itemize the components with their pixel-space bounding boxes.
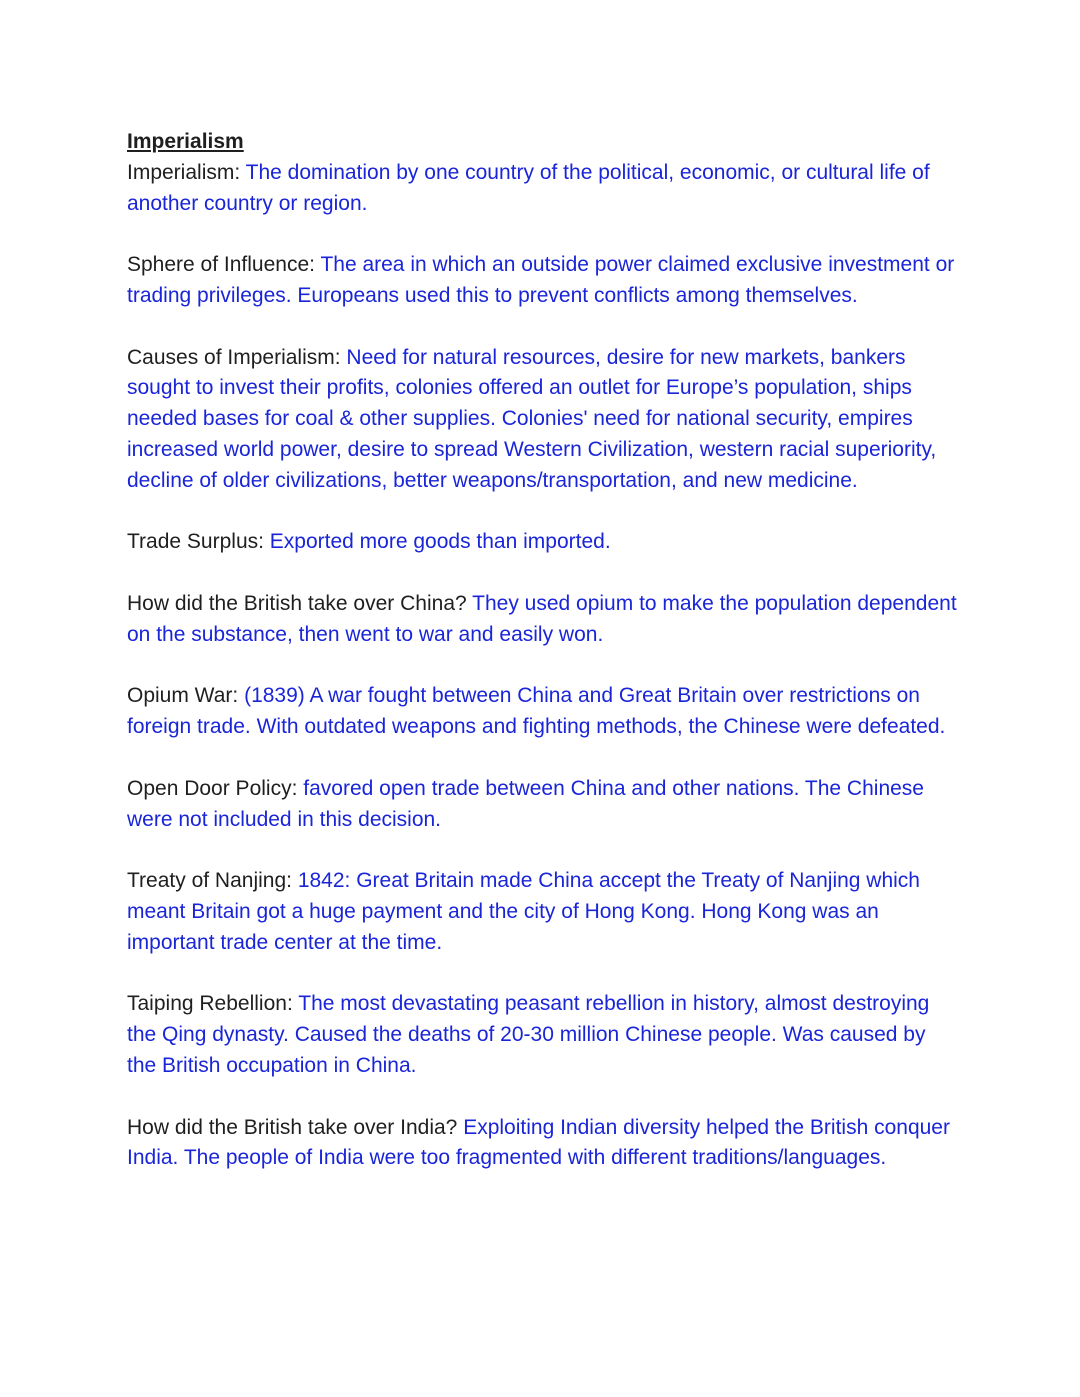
entry-term: How did the British take over China? [127,591,467,615]
entry-british-china [127,589,957,651]
entry-definition: (1839) A war fought between China and Great Britain over restrictions on foreign trade. With outdated weapons and fighting methods, the Chinese were defeated. [127,684,946,739]
document-title: Imperialism [127,130,244,153]
entry-term: Opium War: [127,684,239,708]
document-body [127,127,957,1205]
entry-trade-surplus [127,527,957,558]
entry-term: Imperialism: [127,160,241,184]
entry-british-india [127,1113,957,1175]
entry-definition: The area in which an outside power claimed exclusive investment or trading privileges. Europeans used this to prevent conflicts among themselves. [127,253,955,307]
entry-definition: favored open trade between China and other nations. The Chinese were not included in this decision. [127,776,924,831]
entry-term: Taiping Rebellion: [127,992,293,1016]
entry-treaty-of-nanjing [127,866,957,958]
entry-term: How did the British take over India? [127,1115,458,1139]
entry-term: Open Door Policy: [127,776,298,800]
entry-definition: The most devastating peasant rebellion in history, almost destroying the Qing dynasty. Caused the deaths of 20-30 million Chinese people. Was caused by the British occupation in China. [127,992,930,1077]
entry-opium-war [127,681,957,743]
entry-term: Trade Surplus: [127,530,264,554]
entry-definition: Exploiting Indian diversity helped the British conquer India. The people of India were too fragmented with different traditions/languages. [127,1115,950,1170]
entry-imperialism [127,158,957,220]
entry-term: Treaty of Nanjing: [127,869,292,893]
entry-term: Sphere of Influence: [127,253,315,277]
entry-definition: Exported more goods than imported. [269,530,611,554]
entry-open-door-policy [127,774,957,836]
entry-causes-of-imperialism [127,343,957,497]
entry-definition: The domination by one country of the political, economic, or cultural life of another country or region. [127,160,930,215]
entry-term: Causes of Imperialism: [127,345,341,369]
entry-sphere-of-influence [127,250,957,312]
entry-taiping-rebellion [127,989,957,1081]
entry-definition: Need for natural resources, desire for new markets, bankers sought to invest their profits, colonies offered an outlet for Europe’s population, ships needed bases for coal & other supplies. Colonies' need for national security, empires increased world power, desire to spread Western Civilization, western racial superiority, decline of older civilizations, better weapons/transportation, and new medicine. [127,345,937,492]
entry-definition: They used opium to make the population dependent on the substance, then went to war and easily won. [127,591,957,646]
entry-definition: 1842: Great Britain made China accept the Treaty of Nanjing which meant Britain got a huge payment and the city of Hong Kong. Hong Kong was an important trade center at the time. [127,869,920,954]
